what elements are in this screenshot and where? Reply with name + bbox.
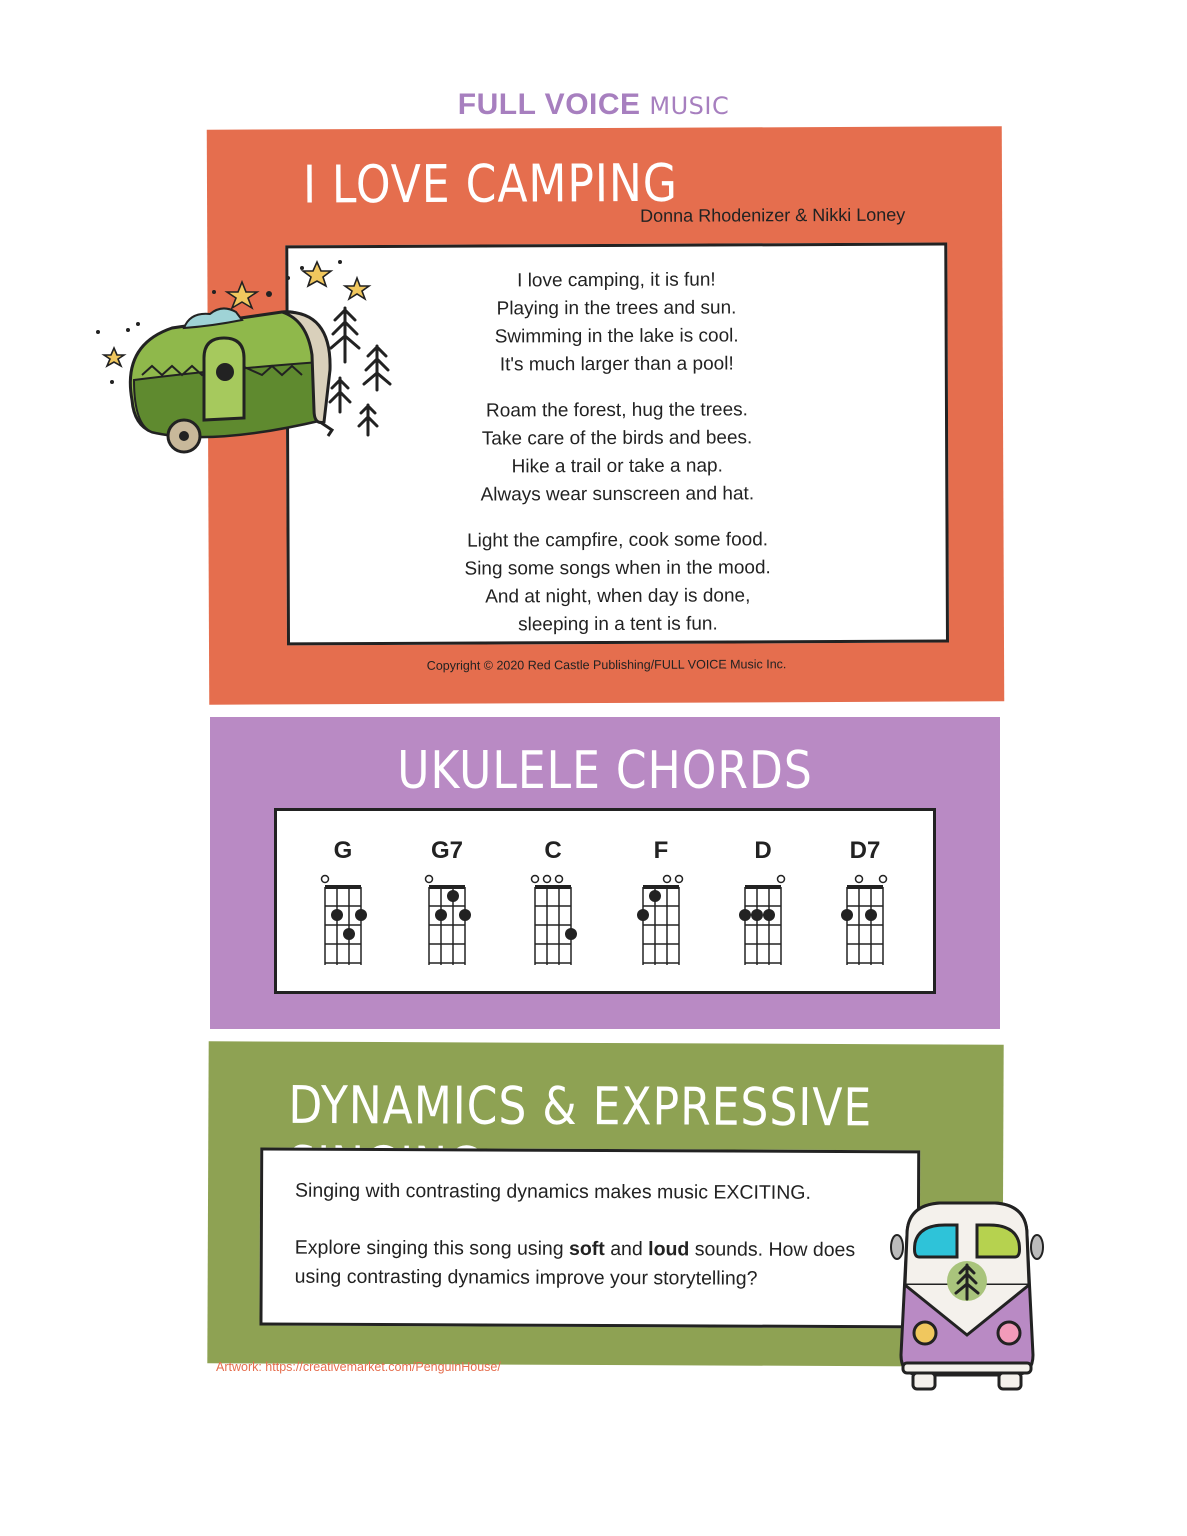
- chord-f: [611, 837, 711, 865]
- chord-diagram-f: [631, 873, 691, 973]
- artwork-credit: Artwork: https://creativemarket.com/PenguinHouse/: [216, 1360, 501, 1374]
- chord-c: [503, 837, 603, 865]
- chord-name: G7: [430, 837, 463, 864]
- lyric-line: Hike a trail or take a nap.: [511, 455, 723, 478]
- song-authors: Donna Rhodenizer & Nikki Loney: [640, 204, 906, 226]
- dynamics-box: [259, 1147, 920, 1328]
- chord-g7: [397, 837, 497, 865]
- chord-diagram-c: [523, 873, 583, 973]
- chord-diagrams-box: [274, 808, 936, 994]
- camper-trailer-illustration: [92, 250, 402, 460]
- lyric-line: Playing in the trees and sun.: [496, 297, 737, 320]
- chord-g: [293, 837, 393, 865]
- chord-name: D7: [849, 837, 881, 864]
- lyric-line: sleeping in a tent is fun.: [518, 613, 718, 636]
- lyric-line: Take care of the birds and bees.: [481, 427, 753, 450]
- stanza-3: [289, 526, 945, 641]
- text-run: sounds. How does using contrasting dynamics improve your storytelling?: [294, 1238, 856, 1290]
- emphasis-loud: loud: [648, 1238, 690, 1261]
- lyric-line: Sing some songs when in the mood.: [464, 557, 771, 580]
- chords-title: UKULELE CHORDS: [397, 741, 813, 802]
- brand-logo: [0, 88, 1187, 122]
- chord-name: F: [653, 837, 669, 864]
- copyright-notice: Copyright © 2020 Red Castle Publishing/FULL VOICE Music Inc.: [426, 657, 787, 673]
- chord-d: [713, 837, 813, 865]
- brand-main: FULL VOICE: [457, 88, 641, 121]
- lyric-line: And at night, when day is done,: [485, 585, 751, 608]
- chords-panel: [210, 717, 1000, 1029]
- lyric-line: It's much larger than a pool!: [499, 353, 734, 376]
- dynamics-title: DYNAMICS & EXPRESSIVE: [288, 1075, 873, 1139]
- emphasis-soft: soft: [569, 1237, 605, 1260]
- chord-name: C: [544, 837, 562, 864]
- chord-d7: [815, 837, 915, 865]
- brand-sub: MUSIC: [649, 92, 730, 120]
- dynamics-paragraph-1: Singing with contrasting dynamics makes music EXCITING.: [295, 1179, 811, 1204]
- camper-van-illustration: [885, 1195, 1050, 1395]
- text-run: and: [604, 1237, 649, 1261]
- chord-name: G: [333, 837, 353, 864]
- lyric-line: Always wear sunscreen and hat.: [480, 483, 755, 506]
- chord-diagram-d7: [835, 873, 895, 973]
- dynamics-paragraph-2: [295, 1234, 885, 1295]
- chord-diagram-g: [313, 873, 373, 973]
- lyric-line: Swimming in the lake is cool.: [494, 325, 739, 348]
- pine-trees-illustration: [330, 308, 390, 435]
- lyric-line: I love camping, it is fun!: [517, 269, 716, 292]
- chord-diagram-d: [733, 873, 793, 973]
- song-title: I LOVE CAMPING: [302, 153, 679, 216]
- text-run: Explore singing this song using: [294, 1236, 570, 1260]
- chord-diagram-g7: [417, 873, 477, 973]
- chord-name: D: [754, 837, 772, 864]
- lyric-line: Roam the forest, hug the trees.: [485, 399, 748, 422]
- lyric-line: Light the campfire, cook some food.: [467, 529, 769, 552]
